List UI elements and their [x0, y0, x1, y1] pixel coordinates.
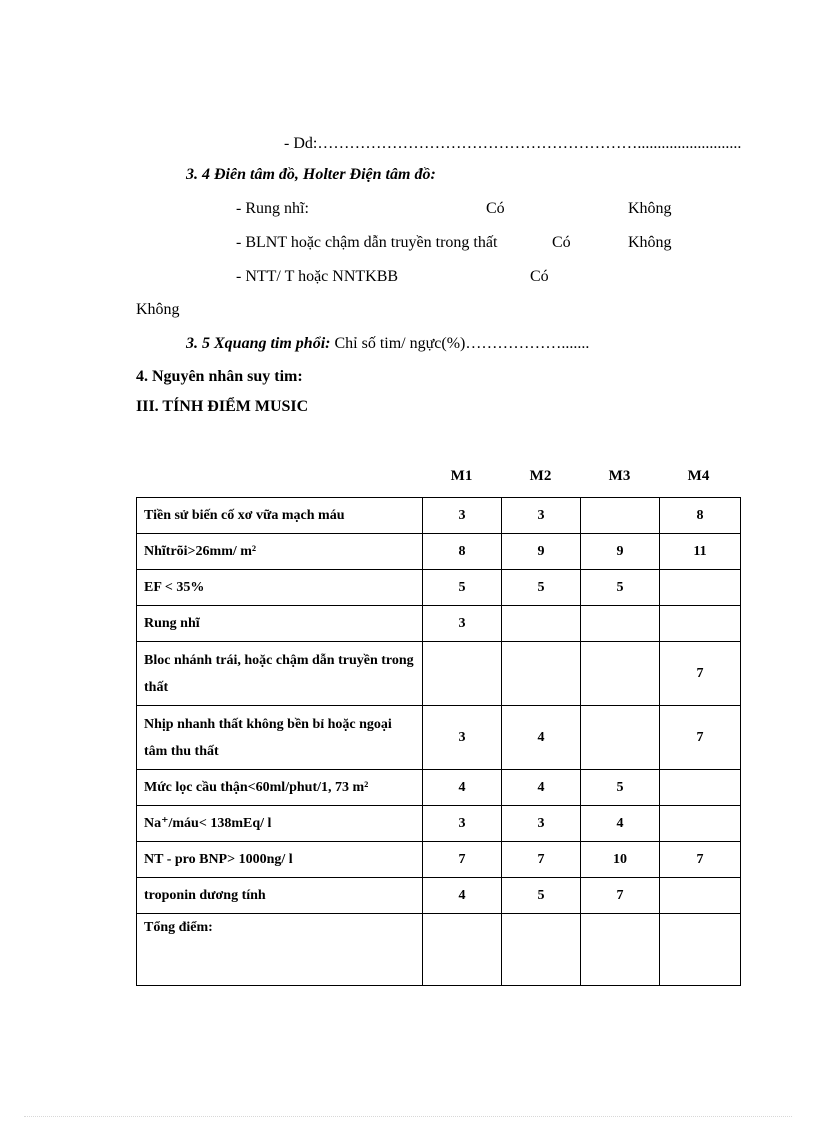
value-cell — [660, 806, 741, 842]
khong-label: Không — [628, 234, 672, 251]
total-cell-m1[interactable] — [423, 914, 502, 986]
value-cell: 7 — [660, 706, 741, 770]
table-row — [137, 878, 741, 914]
section-4-heading: 4. Nguyên nhân suy tim: — [136, 368, 303, 385]
row-label: Na⁺/máu< 138mEq/ l — [137, 806, 423, 842]
value-cell: 4 — [502, 706, 581, 770]
ntt-label: - NTT/ T hoặc NNTKBB — [236, 268, 399, 285]
value-cell: 5 — [502, 570, 581, 606]
table-row — [137, 842, 741, 878]
ntt-khong-label: Không — [136, 301, 180, 318]
row-label: NT - pro BNP> 1000ng/ l — [137, 842, 423, 878]
value-cell: 7 — [581, 878, 660, 914]
page-bottom-divider — [24, 1116, 792, 1117]
value-cell — [502, 606, 581, 642]
rung-nhi-khong-option[interactable] — [628, 200, 672, 218]
rung-nhi-label: - Rung nhĩ: — [236, 200, 309, 217]
value-cell: 4 — [502, 770, 581, 806]
value-cell: 7 — [423, 842, 502, 878]
column-header-m1: M1 — [450, 468, 473, 484]
value-cell: 4 — [581, 806, 660, 842]
value-cell: 9 — [581, 534, 660, 570]
value-cell: 5 — [423, 570, 502, 606]
ntt-co-option[interactable] — [530, 268, 549, 286]
row-label: Nhĩtrõi>26mm/ m² — [137, 534, 423, 570]
co-label: Có — [486, 200, 505, 217]
section-3-4-heading — [186, 166, 436, 184]
section-iii-heading: III. TÍNH ĐIỂM MUSIC — [136, 398, 309, 415]
value-cell — [660, 606, 741, 642]
row-label: EF < 35% — [137, 570, 423, 606]
value-cell: 3 — [423, 706, 502, 770]
value-cell — [423, 642, 502, 706]
row-label: Bloc nhánh trái, hoặc chậm dẫn truyền trong thất — [137, 642, 423, 706]
column-header-m4: M4 — [687, 468, 710, 484]
value-cell: 11 — [660, 534, 741, 570]
table-row — [137, 534, 741, 570]
value-cell: 3 — [502, 498, 581, 534]
blnt-khong-option[interactable] — [628, 234, 672, 252]
total-label: Tổng điểm: — [137, 914, 423, 986]
music-score-table — [136, 497, 741, 986]
co-label: Có — [552, 234, 571, 251]
value-cell: 7 — [660, 842, 741, 878]
section-3-4-title: 3. 4 Điên tâm đồ, Holter Điện tâm đồ — [186, 166, 431, 183]
table-row — [137, 914, 741, 986]
row-label: Nhịp nhanh thất không bền bỉ hoặc ngoại tâm thu thất — [137, 706, 423, 770]
dd-line: - Dd:…………………………………………………….......................... — [284, 135, 742, 152]
row-label: troponin dương tính — [137, 878, 423, 914]
total-cell-m2[interactable] — [502, 914, 581, 986]
total-cell-m3[interactable] — [581, 914, 660, 986]
value-cell — [581, 706, 660, 770]
section-3-4-colon: : — [430, 166, 436, 183]
row-label: Rung nhĩ — [137, 606, 423, 642]
blnt-label: - BLNT hoặc chậm dẫn truyền trong thất — [236, 234, 498, 251]
value-cell: 5 — [502, 878, 581, 914]
table-row — [137, 770, 741, 806]
value-cell: 5 — [581, 570, 660, 606]
total-cell-m4[interactable] — [660, 914, 741, 986]
value-cell — [581, 642, 660, 706]
section-3-5-text: Chỉ số tim/ ngực(%)………………....... — [334, 335, 590, 352]
value-cell: 8 — [660, 498, 741, 534]
value-cell: 7 — [502, 842, 581, 878]
table-row — [137, 706, 741, 770]
blnt-co-option[interactable] — [552, 234, 571, 252]
column-header-m2: M2 — [529, 468, 552, 484]
table-row — [137, 498, 741, 534]
table-row — [137, 642, 741, 706]
value-cell: 3 — [502, 806, 581, 842]
value-cell — [581, 498, 660, 534]
value-cell: 3 — [423, 606, 502, 642]
value-cell: 3 — [423, 498, 502, 534]
rung-nhi-co-option[interactable] — [486, 200, 505, 218]
value-cell: 10 — [581, 842, 660, 878]
value-cell — [502, 642, 581, 706]
value-cell — [581, 606, 660, 642]
value-cell: 7 — [660, 642, 741, 706]
row-label: Mức lọc cầu thận<60ml/phut/1, 73 m² — [137, 770, 423, 806]
value-cell — [660, 570, 741, 606]
value-cell: 4 — [423, 770, 502, 806]
value-cell — [660, 878, 741, 914]
value-cell: 8 — [423, 534, 502, 570]
value-cell: 9 — [502, 534, 581, 570]
value-cell: 3 — [423, 806, 502, 842]
khong-label: Không — [628, 200, 672, 217]
table-row — [137, 570, 741, 606]
row-label: Tiền sử biến cố xơ vữa mạch máu — [137, 498, 423, 534]
value-cell: 5 — [581, 770, 660, 806]
value-cell — [660, 770, 741, 806]
section-3-5 — [186, 335, 589, 353]
co-label: Có — [530, 268, 549, 285]
section-3-5-title: 3. 5 Xquang tim phổi: — [186, 335, 331, 352]
table-row — [137, 606, 741, 642]
column-header-m3: M3 — [608, 468, 631, 484]
table-row — [137, 806, 741, 842]
value-cell: 4 — [423, 878, 502, 914]
